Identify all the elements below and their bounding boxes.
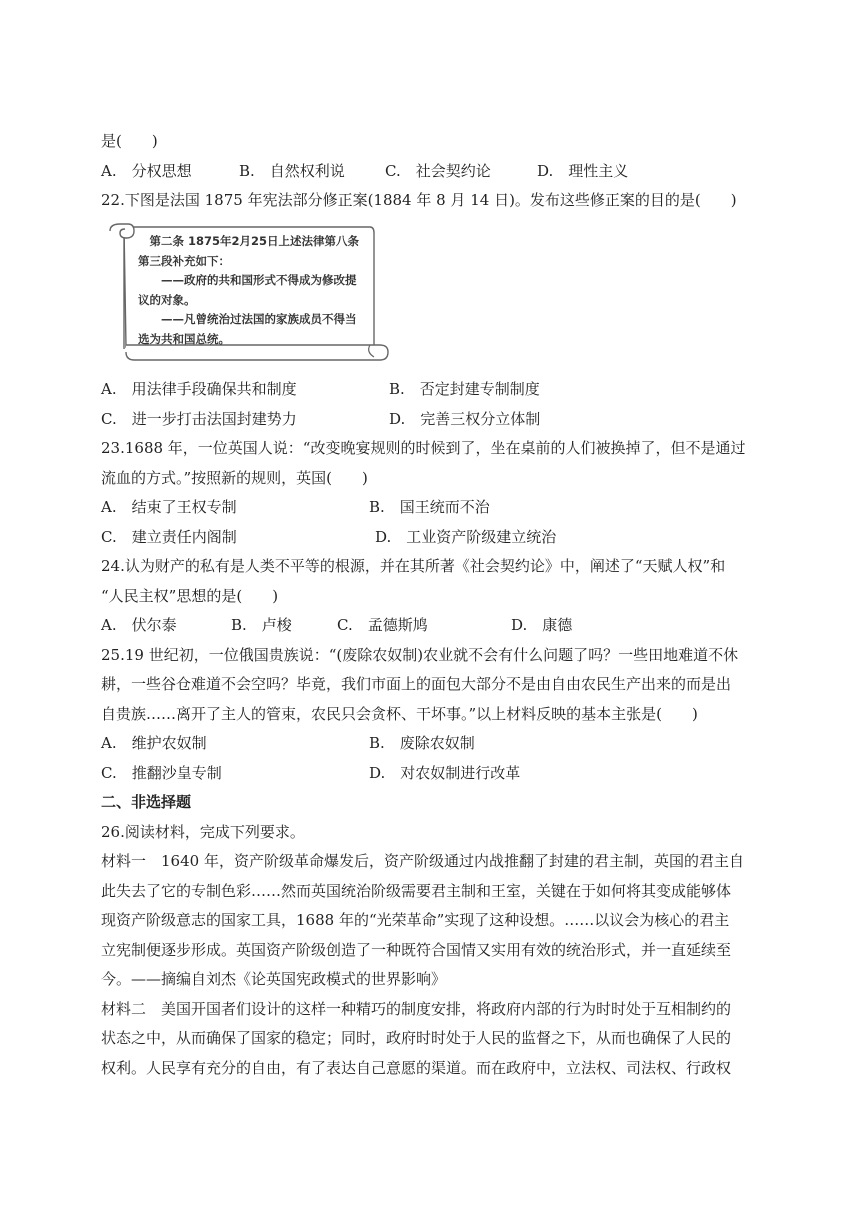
scroll-text [138, 232, 376, 349]
option-b: B. 自然权利说 [239, 161, 345, 180]
option-a: A. 分权思想 [101, 161, 192, 180]
option-c: C. 建立责任内阁制 [101, 527, 237, 546]
scroll-line: 议的对象。 [138, 292, 196, 307]
question-23-stem-line: 23.1688 年，一位英国人说：“改变晚宴规则的时候到了，坐在桌前的人们被换掉了，但不是通过 [101, 439, 746, 457]
question-24-options [101, 611, 761, 641]
option-c: C. 社会契约论 [385, 161, 491, 180]
question-22-options-row1 [101, 375, 761, 405]
scroll-line: ——政府的共和国形式不得成为修改提 [138, 273, 357, 287]
option-a: A. 用法律手段确保共和制度 [101, 380, 297, 398]
option-d: D. 工业资产阶级建立统治 [375, 527, 557, 546]
option-c: C. 推翻沙皇专制 [101, 763, 222, 782]
question-21 [101, 127, 761, 216]
question-25-stem-line: 25.19 世纪初，一位俄国贵族说：“(废除农奴制)农业就不会有什么问题了吗？一些田地难道不休 [101, 645, 739, 664]
question-23-options-row1 [101, 493, 761, 523]
question-25-options-row1 [101, 729, 761, 759]
material-1-line: 材料一 1640 年，资产阶级革命爆发后，资产阶级通过内战推翻了封建的君主制，英国的君主自 [101, 852, 744, 870]
material-2-line: 权利。人民享有充分的自由，有了表达自己意愿的渠道。而在政府中，立法权、司法权、行政权 [101, 1058, 732, 1077]
amendment-scroll-image [104, 221, 390, 367]
question-25-options-row2 [101, 759, 761, 789]
material-2-line: 状态之中，从而确保了国家的稳定；同时，政府时时处于人民的监督之下，从而也确保了人民的 [101, 1029, 732, 1047]
question-21-options [101, 157, 761, 187]
scroll-line: 选为共和国总统。 [138, 331, 230, 346]
option-a: A. 维护农奴制 [101, 734, 207, 752]
question-24-stem-line: 24.认为财产的私有是人类不平等的根源，并在其所著《社会契约论》中，阐述了“天赋人权”和 [101, 557, 726, 575]
option-a: A. 结束了王权专制 [101, 498, 237, 516]
option-b: B. 国王统而不治 [369, 498, 490, 516]
question-23-stem-line: 流血的方式。”按照新的规则，英国( ) [101, 468, 368, 487]
question-22-stem: 22.下图是法国 1875 年宪法部分修正案(1884 年 8 月 14 日)。发布这些修正案的目的是( ) [101, 191, 737, 209]
material-1-line: 此失去了它的专制色彩……然而英国统治阶级需要君主制和王室，关键在于如何将其变成能够体 [101, 881, 732, 900]
scroll-line: 第二条 1875年2月25日上述法律第八条 [138, 234, 360, 248]
scroll-line: ——凡曾统治过法国的家族成员不得当 [138, 312, 357, 326]
question-26-stem: 26.阅读材料，完成下列要求。 [101, 822, 305, 841]
question-23-options-row2 [101, 523, 761, 553]
option-b: B. 否定封建专制制度 [389, 380, 540, 398]
option-d: D. 完善三权分立体制 [389, 409, 541, 428]
material-1-line: 今。——摘编自刘杰《论英国宪政模式的世界影响》 [101, 970, 447, 988]
option-a: A. 伏尔泰 [101, 616, 177, 634]
option-d: D. 康德 [511, 616, 573, 634]
option-b: B. 卢梭 [231, 616, 292, 634]
material-1-line: 现资产阶级意志的国家工具，1688 年的“光荣革命”实现了这种设想。……以议会为核心的君主 [101, 911, 730, 929]
material-2-line: 材料二 美国开国者们设计的这样一种精巧的制度安排，将政府内部的行为时时处于互相制约的 [101, 999, 732, 1018]
option-c: C. 进一步打击法国封建势力 [101, 409, 297, 428]
option-d: D. 对农奴制进行改革 [369, 763, 521, 782]
section-heading: 二、非选择题 [101, 793, 192, 811]
question-24-stem-line: “人民主权”思想的是( ) [101, 586, 279, 605]
question-21-stem-tail: 是( ) [101, 132, 158, 150]
questions-22-25 [101, 375, 761, 1083]
option-c: C. 孟德斯鸠 [337, 616, 428, 634]
scroll-line: 第三段补充如下： [138, 253, 230, 268]
option-b: B. 废除农奴制 [369, 734, 475, 752]
question-25-stem-line: 自贵族……离开了主人的管束，农民只会贪杯、干坏事。”以上材料反映的基本主张是( ) [101, 704, 698, 723]
question-25-stem-line: 耕，一些谷仓难道不会空吗？毕竟，我们市面上的面包大部分不是由自由农民生产出来的而是出 [101, 675, 732, 693]
material-1-line: 立宪制便逐步形成。英国资产阶级创造了一种既符合国情又实用有效的统治形式，并一直延续至 [101, 940, 732, 959]
option-d: D. 理性主义 [537, 161, 629, 180]
question-22-options-row2 [101, 405, 761, 435]
